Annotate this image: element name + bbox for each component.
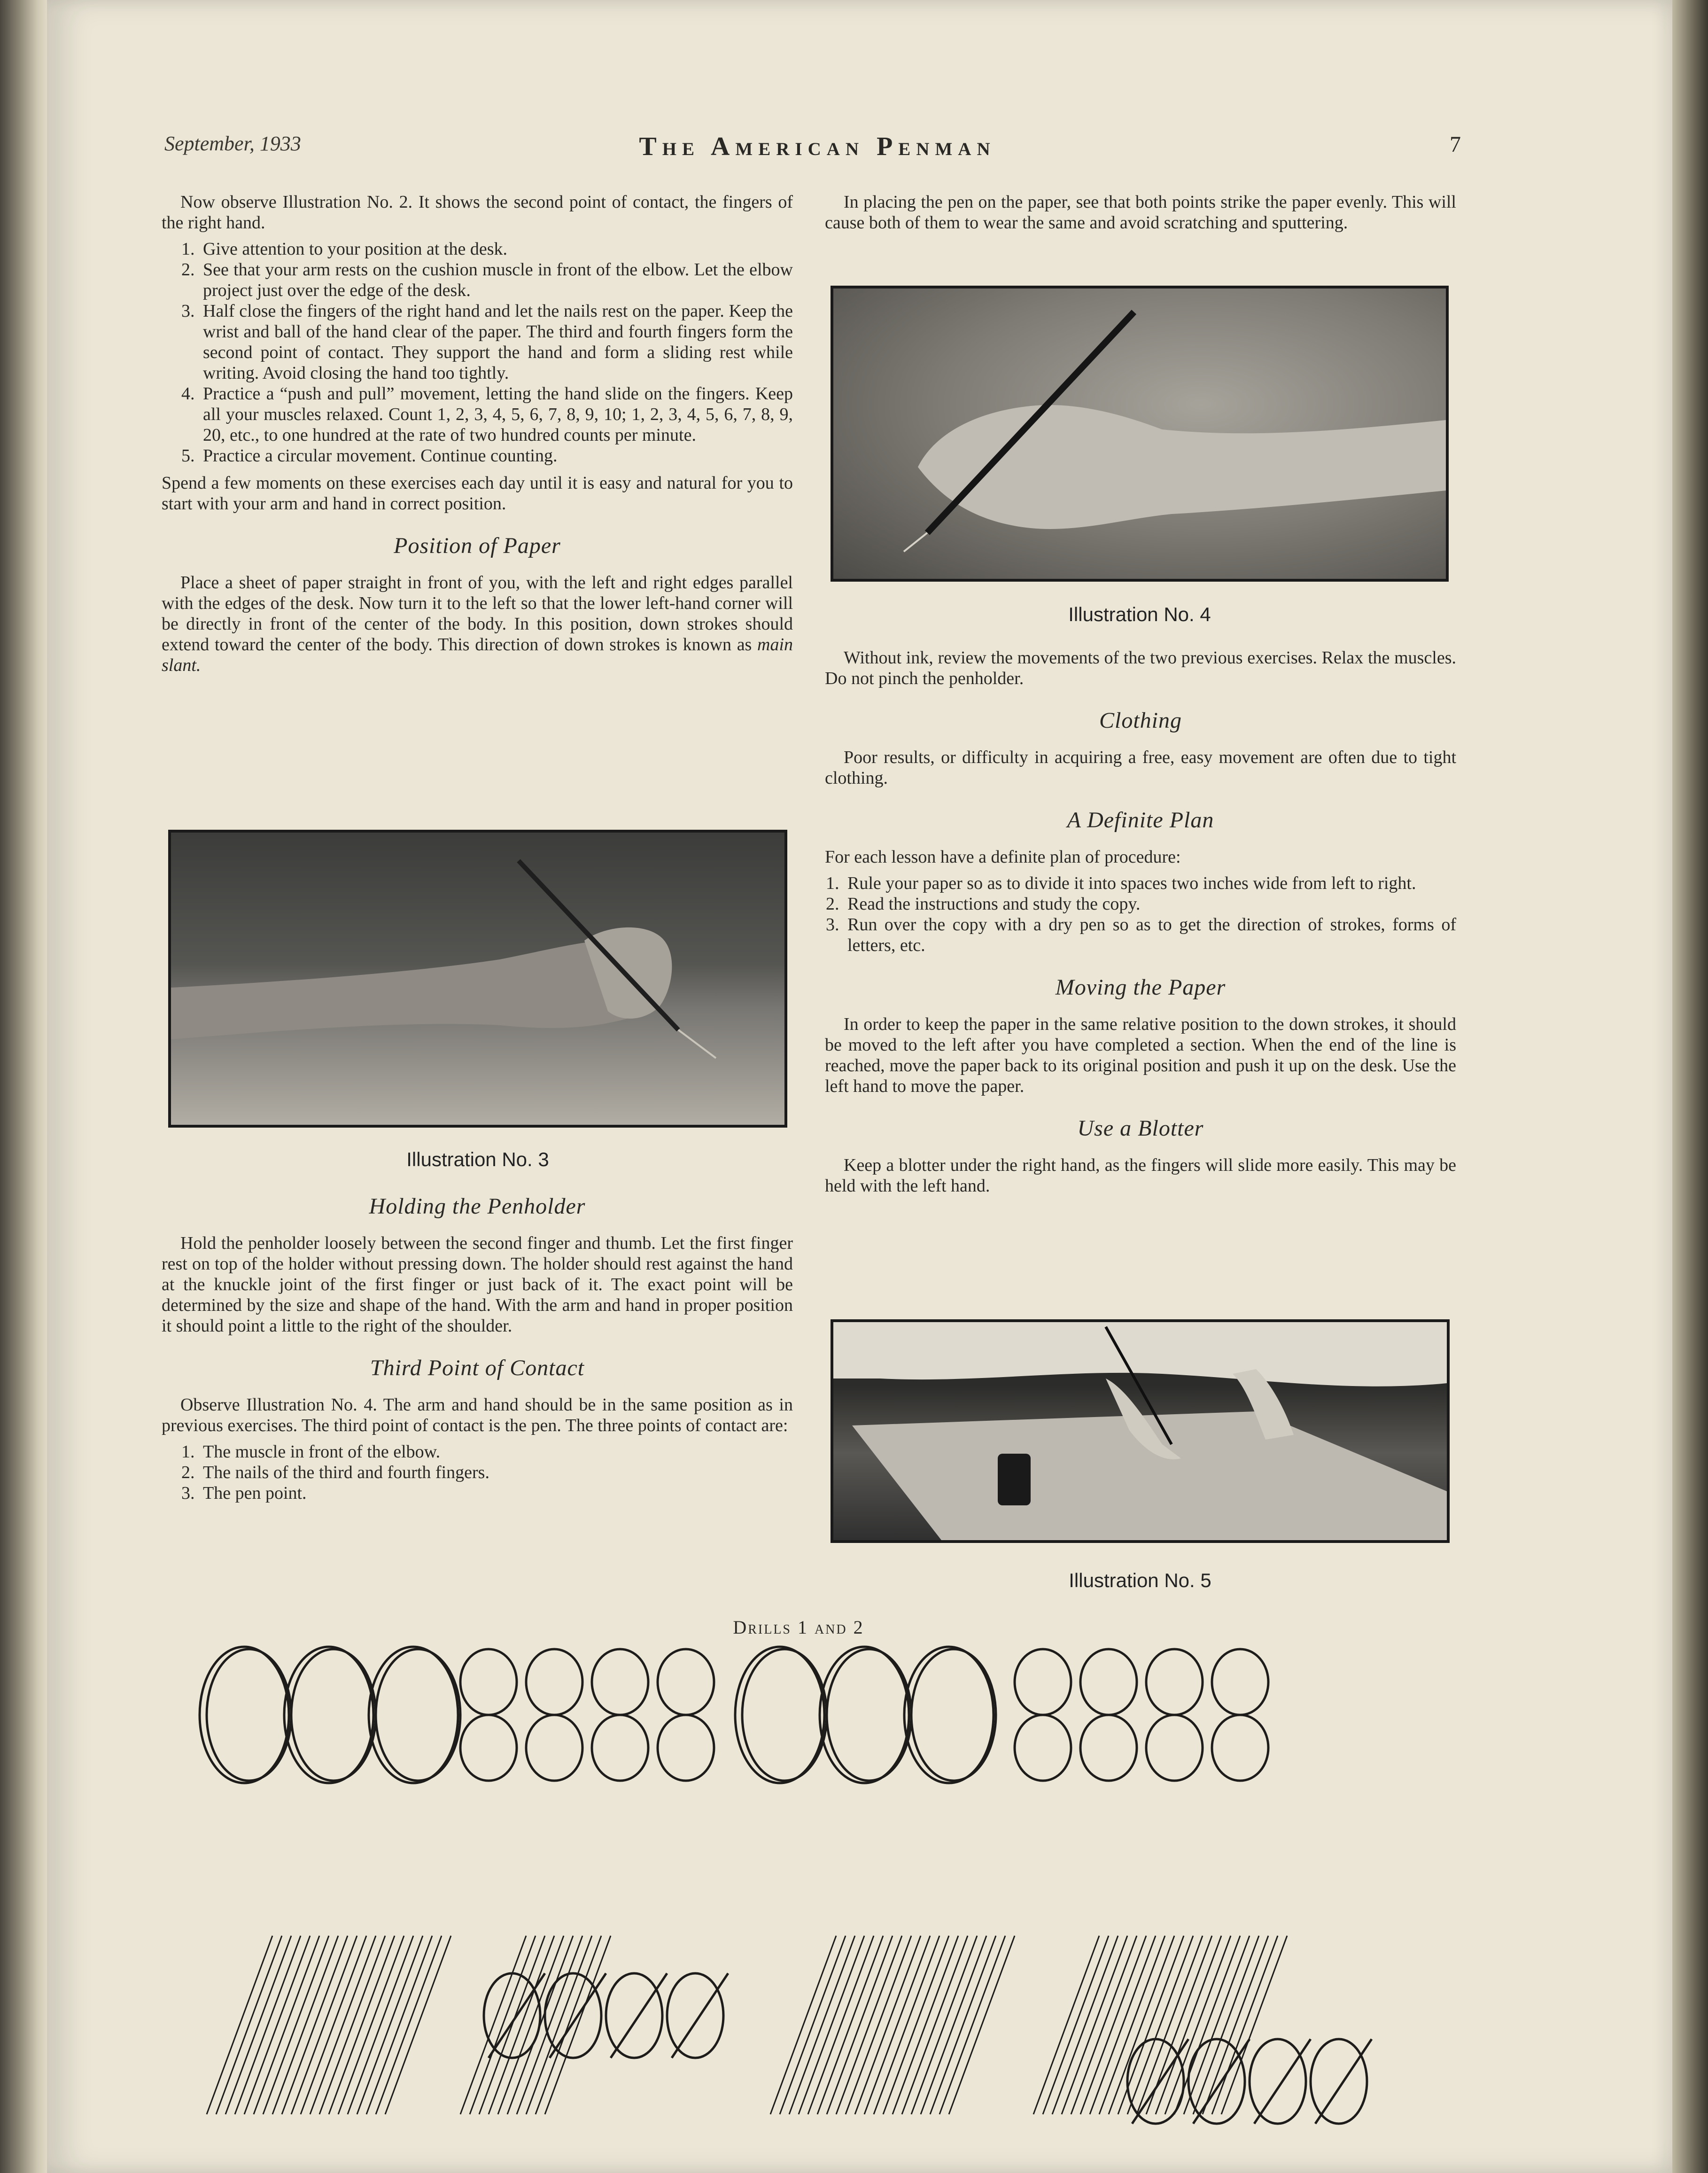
step-item: 1. Give attention to your position at the desk. bbox=[199, 239, 793, 259]
left-column-bottom bbox=[162, 1175, 793, 1510]
third-point-paragraph: Observe Illustration No. 4. The arm and hand should be in the same position as in previous exercises. The third point of contact is the pen. The three points of contact are: bbox=[162, 1395, 793, 1435]
drills-title: Drills 1 and 2 bbox=[733, 1617, 864, 1638]
plan-step-item: 3. Run over the copy with a dry pen so as to get the direction of strokes, forms of letters, etc. bbox=[844, 914, 1456, 956]
header-date: September, 1933 bbox=[164, 132, 301, 155]
clothing-paragraph: Poor results, or difficulty in acquiring a free, easy movement are often due to tight clothing. bbox=[825, 748, 1456, 788]
plan-steps bbox=[825, 873, 1456, 956]
hand-with-pen-image bbox=[833, 288, 1446, 579]
contact-point-item: 3. The pen point. bbox=[199, 1483, 793, 1503]
desk-with-paper-image bbox=[833, 1322, 1447, 1540]
page-number: 7 bbox=[1450, 132, 1461, 157]
step-item: 3. Half close the fingers of the right hand and let the nails rest on the paper. Keep the wrist and ball of the hand clear of the paper. The third and fourth fingers form the second point of contact. They support the hand and form a sliding rest while writing. Avoid closing the hand too tightly. bbox=[199, 301, 793, 383]
contact-point-item: 1. The muscle in front of the elbow. bbox=[199, 1441, 793, 1462]
penmanship-drills-image bbox=[188, 1644, 1428, 2152]
moving-paragraph: In order to keep the paper in the same relative position to the down strokes, it should be moved to the left after you have completed a section. When the end of the line is reached, move the paper back to its original position and push it up on the desk. Use the left hand to move the paper. bbox=[825, 1014, 1456, 1096]
placing-paragraph: In placing the pen on the paper, see that both points strike the paper evenly. This will cause both of them to wear the same and avoid scratching and sputtering. bbox=[825, 192, 1456, 233]
step-item: 4. Practice a “push and pull” movement, letting the hand slide on the fingers. Keep all your muscles relaxed. Count 1, 2, 3, 4, 5, 6, 7, 8, 9, 10; 1, 2, 3, 4, 5, 6, 7, 8, 9, 20, etc., to one hundred at the rate of two hundred counts per minute. bbox=[199, 383, 793, 445]
caption-illustration-3: Illustration No. 3 bbox=[406, 1148, 549, 1170]
right-column-middle bbox=[825, 647, 1456, 1202]
section-heading-position: Position of Paper bbox=[394, 533, 561, 558]
holding-paragraph: Hold the penholder loosely between the second finger and thumb. Let the first finger rest on top of the holder without pressing down. The holder should rest against the hand at the knuckle joint of the first finger or just back of it. The exact point will be determined by the size and shape of the hand. With the arm and hand in proper position it should point a little to the right of the shoulder. bbox=[162, 1233, 793, 1336]
section-heading-holding: Holding the Penholder bbox=[369, 1194, 586, 1219]
section-heading-moving: Moving the Paper bbox=[1055, 975, 1226, 1000]
illustration-5-photo bbox=[831, 1319, 1450, 1543]
section-heading-clothing: Clothing bbox=[1099, 708, 1182, 733]
illustration-4-photo bbox=[831, 286, 1449, 582]
drills-figure bbox=[188, 1644, 1428, 2152]
contact-points-list bbox=[162, 1441, 793, 1503]
spend-paragraph: Spend a few moments on these exercises each day until it is easy and natural for you to start with your arm and hand in correct position. bbox=[162, 473, 793, 514]
position-text: Place a sheet of paper straight in front of you, with the left and right edges parallel with the edges of the desk. Now turn it to the left so that the lower left-hand corner will be directly in front of the center of the body. In this position, down strokes should extend toward the center of the body. This direction of down strokes is known as bbox=[162, 573, 793, 654]
without-ink-paragraph: Without ink, review the movements of the two previous exercises. Relax the muscles. Do not pinch the penholder. bbox=[825, 648, 1456, 688]
arm-holding-pen-image bbox=[171, 833, 784, 1125]
main-slant-term: main slant. bbox=[162, 635, 793, 675]
plan-step-item: 1. Rule your paper so as to divide it into spaces two inches wide from left to right. bbox=[844, 873, 1456, 894]
section-heading-plan: A Definite Plan bbox=[1067, 808, 1214, 833]
plan-step-item: 2. Read the instructions and study the copy. bbox=[844, 894, 1456, 914]
right-column-top bbox=[825, 192, 1456, 239]
contact-point-item: 2. The nails of the third and fourth fingers. bbox=[199, 1462, 793, 1483]
blotter-paragraph: Keep a blotter under the right hand, as the fingers will slide more easily. This may be held with the left hand. bbox=[825, 1155, 1456, 1196]
caption-illustration-5: Illustration No. 5 bbox=[1069, 1569, 1211, 1591]
illustration-3-photo bbox=[168, 830, 787, 1128]
caption-illustration-4: Illustration No. 4 bbox=[1068, 603, 1211, 625]
header-title: The American Penman bbox=[639, 132, 996, 161]
page-edge bbox=[1672, 0, 1708, 2173]
left-column-top bbox=[162, 192, 793, 681]
intro-paragraph: Now observe Illustration No. 2. It shows the second point of contact, the fingers of the right hand. bbox=[162, 192, 793, 233]
step-item: 2. See that your arm rests on the cushion muscle in front of the elbow. Let the elbow project just over the edge of the desk. bbox=[199, 259, 793, 301]
section-heading-blotter: Use a Blotter bbox=[1077, 1116, 1204, 1141]
step-item: 5. Practice a circular movement. Continue counting. bbox=[199, 445, 793, 466]
position-steps bbox=[162, 239, 793, 466]
plan-intro: For each lesson have a definite plan of procedure: bbox=[825, 847, 1181, 867]
section-heading-third-point: Third Point of Contact bbox=[370, 1355, 585, 1380]
position-paragraph bbox=[162, 572, 793, 676]
binding-edge bbox=[0, 0, 47, 2173]
